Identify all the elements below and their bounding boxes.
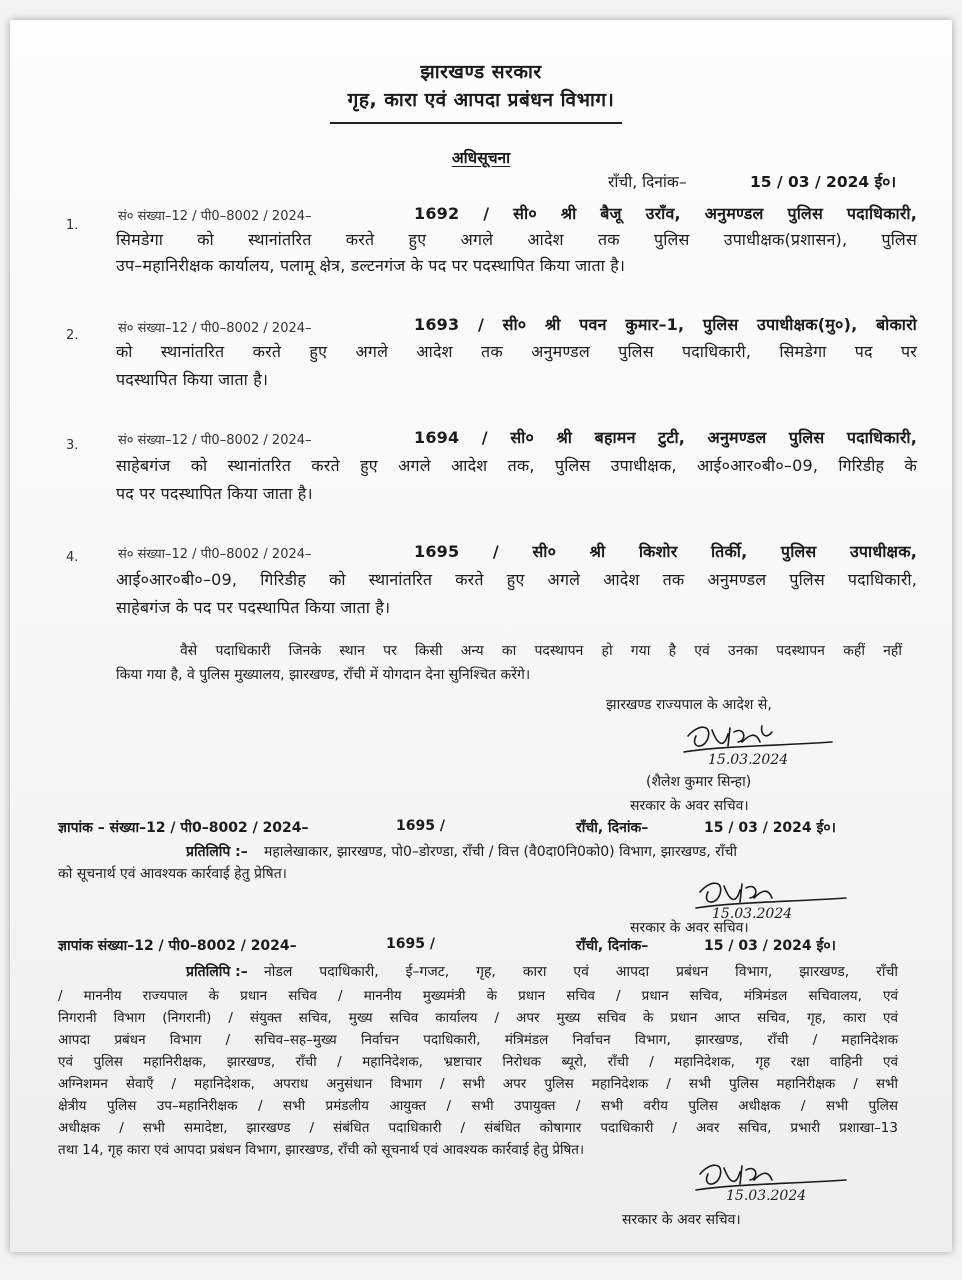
item-line: 1692 / सी० श्री बैजू उराँव, अनुमण्डल पुलिस पदाधिकारी, — [414, 204, 917, 223]
copy-line: आपदा प्रबंधन विभाग / सचिव–सह–मुख्य निर्वाचन पदाधिकारी, मंत्रिमंडल निर्वाचन विभाग, झारखण्ड, राँची / महानिदेशक — [58, 1032, 898, 1048]
memo-date: 15 / 03 / 2024 ई०। — [704, 820, 836, 836]
item-line: साहेबगंज के पद पर पदस्थापित किया जाता है। — [116, 598, 391, 617]
item-line: पदस्थापित किया जाता है। — [116, 370, 269, 389]
memo-number: 1695 / — [386, 936, 435, 952]
memo-designation: सरकार के अवर सचिव। — [622, 1212, 741, 1228]
closing-line: वैसे पदाधिकारी जिनके स्थान पर किसी अन्य का पदस्थापन हो गया है एवं उनका पदस्थापन कहीं नहीं — [180, 643, 902, 659]
by-order: झारखण्ड राज्यपाल के आदेश से, — [606, 697, 772, 713]
signature-date: 15.03.2024 — [708, 752, 789, 768]
item-line: साहेबगंज को स्थानांतरित करते हुए अगले आदेश तक, पुलिस उपाधीक्षक, आई०आर०बी०–09, गिरिडीह के — [116, 456, 917, 475]
copy-line: को सूचनार्थ एवं आवश्यक कार्रवाई हेतु प्रेषित। — [58, 866, 287, 882]
memo-place-date: राँची, दिनांक– — [576, 938, 649, 954]
item-ref: सं० संख्या–12 / पी0–8002 / 2024– — [118, 321, 312, 336]
item-ref: सं० संख्या–12 / पी0–8002 / 2024– — [118, 547, 312, 562]
signature-date: 15.03.2024 — [726, 1188, 807, 1204]
item-line: सिमडेगा को स्थानांतरित करते हुए अगले आदेश तक पुलिस उपाधीक्षक(प्रशासन), पुलिस — [116, 230, 917, 249]
closing-line: किया गया है, वे पुलिस मुख्यालय, झारखण्ड, राँची में योगदान देना सुनिश्चित करेंगे। — [116, 667, 531, 683]
dept-heading: गृह, कारा एवं आपदा प्रबंधन विभाग। — [347, 89, 615, 111]
header-divider — [330, 122, 622, 124]
item-number: 3. — [66, 438, 79, 453]
memo-designation: सरकार के अवर सचिव। — [630, 920, 749, 936]
item-line: 1695 / सी० श्री किशोर तिर्की, पुलिस उपाधीक्षक, — [414, 542, 917, 561]
copy-line: नोडल पदाधिकारी, ई–गजट, गृह, कारा एवं आपदा प्रबंधन विभाग, झारखण्ड, राँची — [264, 964, 898, 980]
memo-ref: ज्ञापांक संख्या–12 / पी0–8002 / 2024– — [58, 938, 297, 954]
place-date-label: राँची, दिनांक– — [608, 173, 687, 191]
item-line: 1693 / सी० श्री पवन कुमार–1, पुलिस उपाधीक्षक(मु०), बोकारो — [414, 315, 917, 334]
signature-date: 15.03.2024 — [712, 906, 793, 922]
document-page — [10, 20, 952, 1252]
copy-line: निगरानी विभाग (निगरानी) / संयुक्त सचिव, मुख्य सचिव कार्यालय / अपर मुख्य सचिव के प्रधान आप्त सचिव, गृह, कारा एवं — [58, 1010, 898, 1026]
item-line: 1694 / सी० श्री बहामन टुटी, अनुमण्डल पुलिस पदाधिकारी, — [414, 428, 917, 447]
notification-title: अधिसूचना — [451, 149, 511, 167]
item-number: 4. — [66, 550, 79, 565]
copy-line: एवं पुलिस महानिरीक्षक, झारखण्ड, राँची / महानिदेशक, भ्रष्टाचार निरोधक ब्यूरो, राँची / महानिदेशक, गृह रक्षा वाहिनी एवं — [58, 1054, 898, 1070]
memo-ref: ज्ञापांक – संख्या–12 / पी0–8002 / 2024– — [58, 820, 309, 836]
copy-line: क्षेत्रीय पुलिस उप–महानिरीक्षक / सभी प्रमंडलीय आयुक्त / सभी उपायुक्त / सभी वरीय पुलिस अधीक्षक / सभी पुलिस — [58, 1098, 898, 1114]
item-line: उप–महानिरीक्षक कार्यालय, पलामू क्षेत्र, डल्टनगंज के पद पर पदस्थापित किया जाता है। — [116, 256, 626, 275]
item-line: को स्थानांतरित करते हुए अगले आदेश तक अनुमण्डल पुलिस पदाधिकारी, सिमडेगा पद पर — [116, 342, 917, 361]
memo-place-date: राँची, दिनांक– — [576, 820, 649, 836]
copy-line: महालेखाकार, झारखण्ड, पो0–डोरण्डा, राँची / वित्त (वै0दा0नि0को0) विभाग, झारखण्ड, राँची — [264, 844, 738, 860]
memo-number: 1695 / — [396, 818, 445, 834]
copy-line: तथा 14, गृह कारा एवं आपदा प्रबंधन विभाग, झारखण्ड, राँची को सूचनार्थ एवं आवश्यक कार्रवाई हेतु प्रेषित। — [58, 1142, 585, 1158]
govt-heading: झारखण्ड सरकार — [420, 61, 542, 83]
copy-label: प्रतिलिपि :– — [186, 964, 248, 980]
item-number: 1. — [66, 218, 79, 233]
item-ref: सं० संख्या–12 / पी0–8002 / 2024– — [118, 209, 312, 224]
copy-line: अग्निशमन सेवाएँ / महानिदेशक, अपराध अनुसंधान विभाग / सभी अपर पुलिस महानिदेशक / सभी पुलिस महानिरीक्षक / सभी — [58, 1076, 898, 1092]
copy-label: प्रतिलिपि :– — [186, 844, 248, 860]
copy-line: / माननीय राज्यपाल के प्रधान सचिव / माननीय मुख्यमंत्री के प्रधान सचिव / प्रधान सचिव, मंत्रिमंडल सचिवालय, एवं — [58, 988, 898, 1004]
item-ref: सं० संख्या–12 / पी0–8002 / 2024– — [118, 433, 312, 448]
signatory-name: (शैलेश कुमार सिन्हा) — [646, 774, 752, 790]
memo-date: 15 / 03 / 2024 ई०। — [704, 938, 836, 954]
signature-1 — [682, 720, 842, 770]
signatory-designation: सरकार के अवर सचिव। — [630, 798, 749, 814]
item-number: 2. — [66, 328, 79, 343]
signature-3 — [696, 1160, 856, 1208]
item-line: पद पर पदस्थापित किया जाता है। — [116, 484, 313, 503]
notification-date: 15 / 03 / 2024 ई०। — [750, 173, 897, 191]
item-line: आई०आर०बी०–09, गिरिडीह को स्थानांतरित करते हुए अगले आदेश तक अनुमण्डल पुलिस पदाधिकारी, — [116, 570, 917, 589]
copy-line: अधीक्षक / सभी समादेष्टा, झारखण्ड / संबंधित पदाधिकारी / संबंधित कोषागार पदाधिकारी / अवर सचिव, प्रभारी प्रशाखा–13 — [58, 1120, 898, 1136]
